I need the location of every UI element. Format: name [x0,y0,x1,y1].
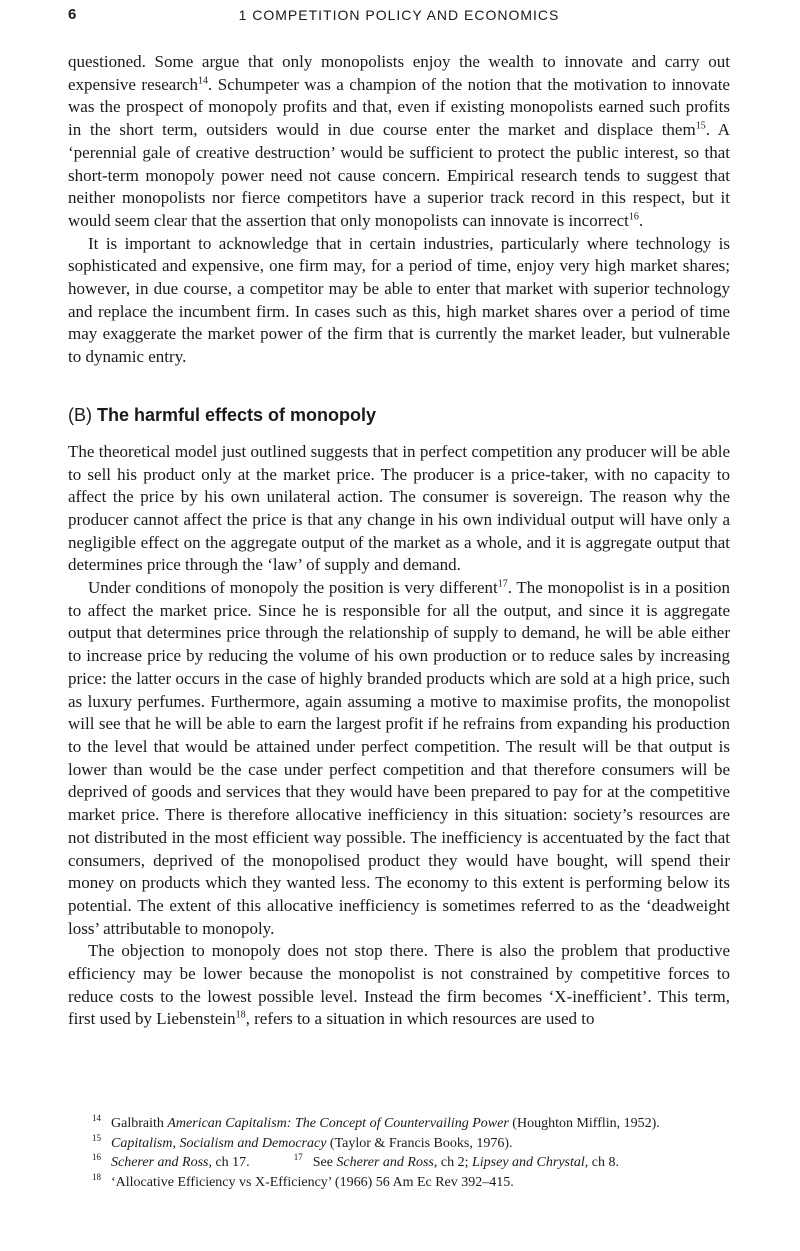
paragraph-4: Under conditions of monopoly the position is very different$^{17}$. The monopolist is in a position to affect the market price. Since he is responsible for all the output, and since it is aggregate output that determines price through the relationship of supply to demand, he will be able either to increase price by reducing the volume of his own production or to reduce sales by increasing price: the latter occurs in the case of highly branded products which are sold at a high price, such as luxury perfumes. Furthermore, again assuming a motive to maximise profits, the monopolist will see that he will be able to earn the largest profit if he refrains from expanding his production to the level that would be attained under perfect competition. The result will be that output is lower than would be the case under perfect competition and that therefore consumers will be deprived of goods and services that they would have been prepared to pay for at the competitive market price. There is therefore allocative inefficiency in this situation: society’s resources are not distributed in the most efficient way possible. The inefficiency is accentuated by the fact that consumers, deprived of the monopolised product they would have bought, will spend their money on products which they wanted less. The economy to this extent is performing below its potential. The extent of this allocative inefficiency is sometimes referred to as the ‘deadweight loss’ attributable to monopoly. [68,578,731,938]
footnote-14: 14 Galbraith American Capitalism: The Concept of Countervailing Power (Houghton Mifflin, 1952). [92,1113,660,1131]
section-heading [68,403,730,427]
paragraph-5: The objection to monopoly does not stop there. There is also the problem that productive efficiency may be lower because the monopolist is not constrained by competitive forces to reduce costs to the lowest possible level. Instead the firm becomes ‘X-inefficient’. This term, first used by Liebenstein$^{18}$, refers to a situation in which resources are used to [68,941,730,1029]
page-number: 6 [68,6,77,23]
footnotes [92,1114,732,1192]
footnote-18: 18 ‘Allocative Efficiency vs X-Efficiency’ (1966) 56 Am Ec Rev 392–415. [92,1171,514,1190]
section-label: (B) [68,404,92,425]
body-text [68,51,730,1031]
chapter-title: 1 COMPETITION POLICY AND ECONOMICS [238,7,560,23]
section-title: The harmful effects of monopoly [97,404,377,425]
footnote-ref-17[interactable]: 17 [497,578,508,590]
footnote-ref-16[interactable]: 16 [628,211,639,223]
paragraph-1: questioned. Some argue that only monopolists enjoy the wealth to innovate and carry out expensive research$^{14}$. Schumpeter was a champion of the notion that the motivation to innovate was the prospect of monopoly profits and that, even if existing monopolists earned such profits in the short term, outsiders would in due course enter the market and displace them$^{15}$. A ‘perennial gale of creative destruction’ would be sufficient to protect the public interest, so that short-term monopoly power need not cause concern. Empirical research tends to suggest that neither monopolists nor fierce competitors have a superior track record in this respect, but it would seem clear that the assertion that only monopolists can innovate is incorrect$^{16}$. [68,52,730,230]
paragraph-2: It is important to acknowledge that in certain industries, particularly where technology is sophisticated and expensive, one firm may, for a period of time, enjoy very high market shares; however, in due course, a competitor may be able to enter that market with superior technology and replace the incumbent firm. In cases such as this, high market shares over a period of time may exaggerate the market power of the firm that is currently the market leader, but vulnerable to dynamic entry. [68,233,730,367]
footnote-15: 15 Capitalism, Socialism and Democracy (Taylor & Francis Books, 1976). [92,1132,513,1151]
footnote-ref-18[interactable]: 18 [235,1009,246,1021]
footnote-ref-15[interactable]: 15 [695,120,706,132]
running-head [68,6,730,30]
footnote-16-17 [92,1153,732,1173]
footnote-ref-14[interactable]: 14 [198,75,209,87]
footnote-16: 16 Scherer and Ross, ch 17. [92,1152,250,1170]
paragraph-3: The theoretical model just outlined suggests that in perfect competition any producer will be able to sell his product only at the market price. The producer is a price-taker, with no capacity to affect the price by his own unilateral action. The consumer is sovereign. The reason why the producer cannot affect the price is that any change in his own individual output will have only a negligible effect on the aggregate output of the market as a whole, and it is aggregate output that determines price through the ‘law’ of supply and demand. [68,441,730,575]
footnote-17: 17 See Scherer and Ross, ch 2; Lipsey and Chrystal, ch 8. [293,1152,619,1170]
